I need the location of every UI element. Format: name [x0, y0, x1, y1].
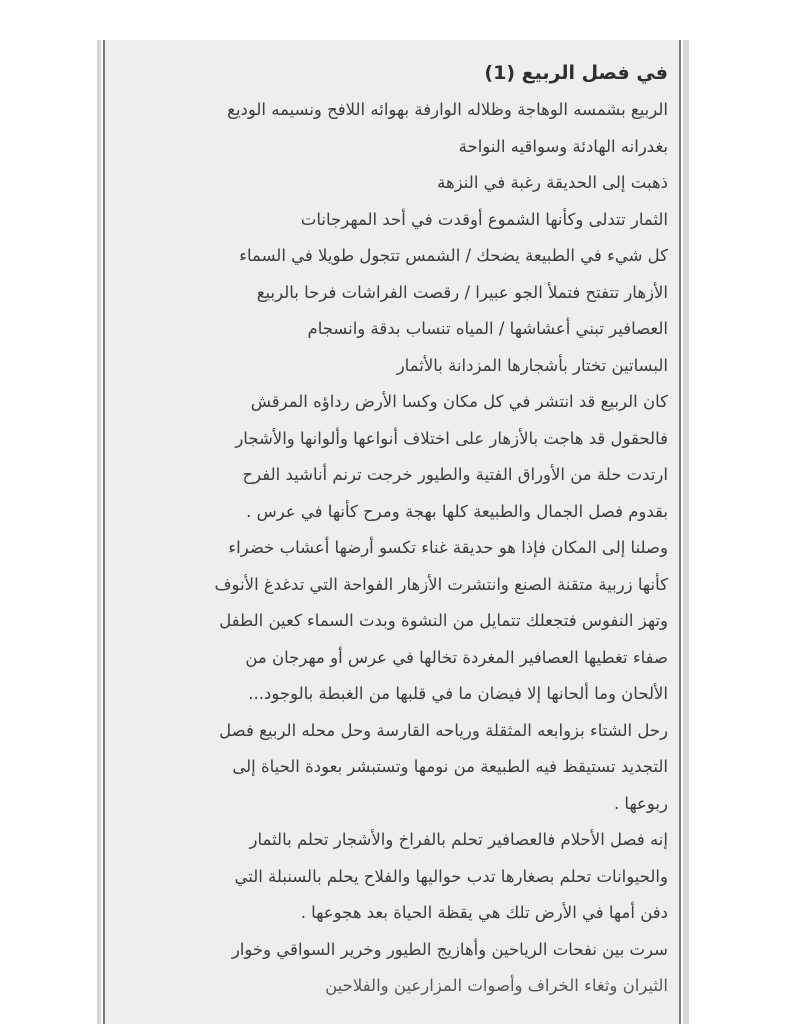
text-line: بغدرانه الهادئة وسواقيه النواحة — [458, 136, 668, 156]
text-line: كأنها زربية متقنة الصنع وانتشرت الأزهار الفواحة التي تدغدغ الأنوف — [214, 574, 668, 594]
text-line: والحيوانات تحلم بصغارها تدب حواليها والفلاح يحلم بالسنبلة التي — [234, 866, 668, 886]
text-line: ذهبت إلى الحديقة رغبة في النزهة — [437, 173, 668, 192]
text-line: الثمار تتدلى وكأنها الشموع أوقدت في أحد المهرجانات — [300, 209, 668, 229]
text-line: إنه فصل الأحلام فالعصافير تحلم بالفراخ والأشجار تحلم بالثمار — [249, 830, 668, 849]
page-edge-right — [683, 40, 689, 1024]
text-body — [120, 54, 668, 1024]
text-line: ارتدت حلة من الأوراق الفتية والطيور خرجت ترنم أناشيد الفرح — [242, 465, 668, 484]
paragraph-lines — [120, 92, 668, 1005]
text-line: كان الربيع قد انتشر في كل مكان وكسا الأرض رداؤه المرقش — [250, 392, 668, 411]
page-title: في فصل الربيع (1) — [484, 62, 668, 84]
text-line: الربيع بشمسه الوهاجة وظلاله الوارفة بهوائه اللافح ونسيمه الوديع — [227, 100, 668, 119]
text-line: سرت بين نفحات الرياحين وأهازيج الطيور وخرير السواقي وخوار — [231, 939, 668, 959]
text-line: فالحقول قد هاجت بالأزهار على اختلاف أنواعها وألوانها والأشجار — [235, 428, 668, 448]
text-line: وصلنا إلى المكان فإذا هو حديقة غناء تكسو أرضها أعشاب خضراء — [228, 538, 668, 557]
text-line: البساتين تختار بأشجارها المزدانة بالأثمار — [396, 355, 668, 375]
text-line: صفاء تغطيها العصافير المغردة تخالها في عرس أو مهرجان من — [245, 647, 668, 667]
text-line: التجديد تستيقظ فيه الطبيعة من نومها وتستبشر بعودة الحياة إلى — [232, 757, 668, 776]
text-line: رحل الشتاء بزوابعه المثقلة ورياحه القارسة وحل محله الربيع فصل — [219, 720, 668, 740]
text-line: الأزهار تتفتح فتملأ الجو عبيرا / رقصت الفراشات فرحا بالربيع — [256, 282, 668, 302]
text-line: الألحان وما ألحانها إلا فيضان ما في قلبها من الغبطة بالوجود... — [248, 684, 668, 703]
text-line: العصافير تبني أعشاشها / المياه تنساب بدقة وانسجام — [307, 319, 668, 338]
text-line: كل شيء في الطبيعة يضحك / الشمس تتجول طويلا في السماء — [239, 246, 668, 265]
page-edge-left — [97, 40, 101, 1024]
text-line: الثيران وثغاء الخراف وأصوات المزارعين والفلاحين — [325, 976, 668, 995]
text-line: ربوعها . — [613, 793, 668, 813]
text-line: بقدوم فصل الجمال والطبيعة كلها بهجة ومرح كأنها في عرس . — [246, 501, 668, 521]
text-line: وتهز النفوس فتجعلك تتمايل من النشوة وبدت السماء كعين الطفل — [219, 611, 668, 630]
text-line: دفن أمها في الأرض تلك هي يقظة الحياة بعد هجوعها . — [300, 903, 668, 922]
